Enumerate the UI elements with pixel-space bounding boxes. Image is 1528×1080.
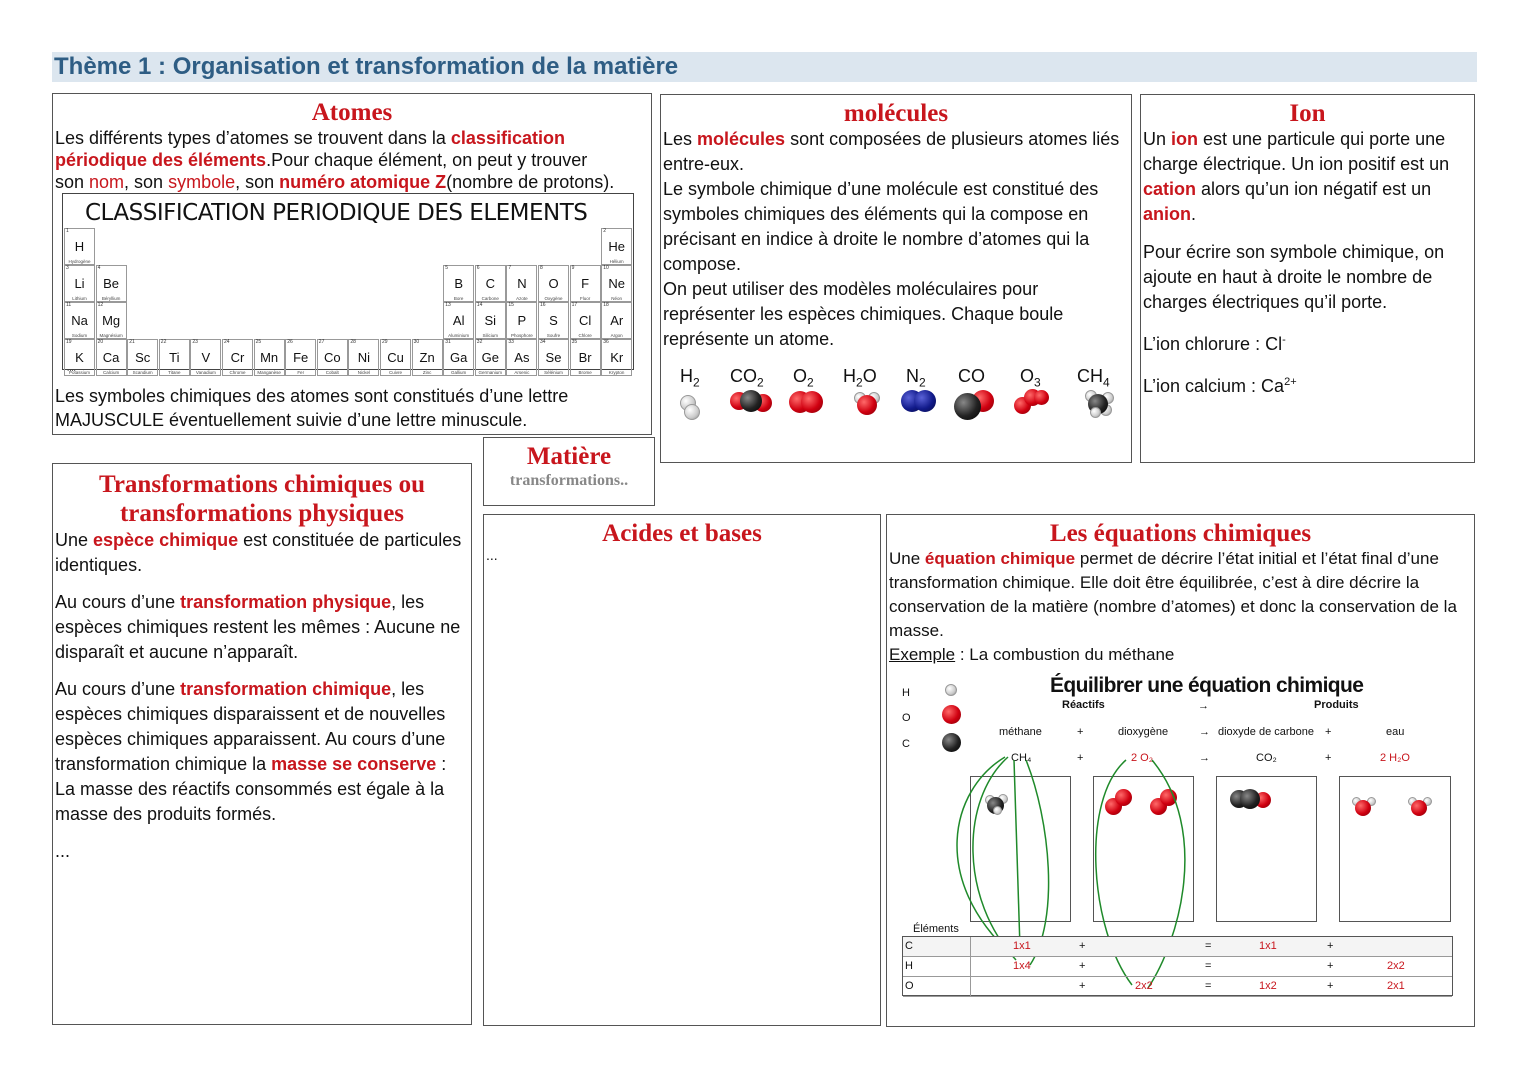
eq-name-0: méthane	[999, 726, 1042, 738]
highlight: classification	[450, 128, 565, 148]
text-span: , les espèces chimiques restent les mêmes : Aucune ne disparaît et aucune n’apparaît.	[55, 592, 461, 662]
text-span: Les	[663, 129, 698, 149]
formula-6: $O_3$	[1020, 366, 1041, 390]
text-span: Un	[1143, 129, 1172, 149]
highlight: anion	[1143, 204, 1191, 224]
highlight: numéro atomique Z	[279, 172, 447, 192]
table-cell-c1: 1x4	[1013, 960, 1031, 972]
element-fe: 26 Fe Fer	[285, 339, 316, 376]
text-span: , son	[124, 172, 169, 192]
eq-formula-0: CH₄	[1011, 752, 1032, 764]
element-kr: 36 Kr Krypton	[601, 339, 632, 376]
formula-4: $N_2$	[906, 366, 926, 390]
table-cell-p1: +	[1079, 940, 1086, 952]
highlight: symbole	[168, 172, 236, 192]
element-b: 5 B Bore	[443, 265, 474, 302]
element-be: 4 Be Béryllium	[96, 265, 127, 302]
reaction-arrow: →	[1198, 700, 1209, 712]
text-span: sont composées de plusieurs atomes liés entre-eux.	[663, 129, 1120, 174]
element-ar: 18 Ar Argon	[601, 302, 632, 339]
element-cl: 17 Cl Chlore	[570, 302, 601, 339]
highlight: molécules	[697, 129, 786, 149]
element-f: 9 F Fluor	[570, 265, 601, 302]
transformations-title: Transformations chimiques ou transformations physiques	[99, 471, 425, 527]
table-cell-el: O	[905, 980, 914, 992]
formula-1: $CO_2$	[730, 366, 764, 390]
highlight: périodique des éléments	[55, 150, 267, 170]
element-v: 23 V Vanadium	[190, 339, 221, 376]
text-span: Les différents types d’atomes se trouvent dans la	[55, 128, 451, 148]
table-cell-eq: =	[1205, 980, 1212, 992]
eq-formula-5: +	[1325, 752, 1332, 764]
element-s: 16 S Soufre	[538, 302, 569, 339]
table-cell-c4: 2x2	[1387, 960, 1405, 972]
diagram-title: Équilibrer une équation chimique	[1050, 674, 1364, 697]
highlight: ion	[1171, 129, 1199, 149]
table-cell-el: H	[905, 960, 913, 972]
eq-name-1: +	[1077, 726, 1084, 738]
table-cell-c1: 1x1	[1013, 940, 1031, 952]
table-row	[903, 957, 1452, 977]
element-br: 35 Br Brome	[570, 339, 601, 376]
formula-5: CO	[958, 366, 985, 386]
text-span: , les espèces chimiques disparaissent et de nouvelles espèces chimiques apparaissent. Au cours d’une transformation chimique la	[55, 679, 446, 774]
text-span: son	[55, 172, 90, 192]
periodic-table-title: CLASSIFICATION PERIODIQUE DES ELEMENTS	[85, 200, 588, 226]
text-span: Au cours d’une	[55, 679, 181, 699]
highlight: transformation physique	[180, 592, 392, 612]
element-si: 14 Si Silicium	[475, 302, 506, 339]
formula-0: $H_2$	[680, 366, 700, 390]
text-span: L’ion calcium : Ca	[1143, 376, 1285, 396]
table-cell-c3: 1x2	[1259, 980, 1277, 992]
eq-name-5: +	[1325, 726, 1332, 738]
element-al: 13 Al Aluminium	[443, 302, 474, 339]
periodic-table-ellipsis: ....	[67, 364, 76, 373]
text-span: .Pour chaque élément, on peut y trouver	[266, 150, 588, 170]
formula-2: $O_2$	[793, 366, 814, 390]
ion-paragraph-2: Pour écrire son symbole chimique, on ajoute en haut à droite le nombre de charges électriques qu’il porte.	[1143, 242, 1445, 312]
table-cell-c3: 1x1	[1259, 940, 1277, 952]
eq-formula-3: →	[1199, 752, 1210, 764]
table-cell-p1: +	[1079, 980, 1086, 992]
text-span: permet de décrire l’état initial et l’état final d’une transformation chimique. Elle doit être équilibrée, c’est à dire décrire la conservation de la matière (nombre d’atomes) et donc la conservation de la masse.	[889, 549, 1457, 640]
text-span: : La combustion du méthane	[955, 645, 1175, 664]
highlight: transformation chimique	[180, 679, 392, 699]
element-zn: 30 Zn Zinc	[412, 339, 443, 376]
text-span: Une	[55, 530, 94, 550]
table-row	[903, 977, 1452, 997]
element-cr: 24 Cr Chrome	[222, 339, 253, 376]
element-ne: 10 Ne Néon	[601, 265, 632, 302]
table-row	[903, 937, 1452, 957]
formula-7: $CH_4$	[1077, 366, 1110, 390]
acides-title: Acides et bases	[602, 520, 762, 547]
theme-title: Thème 1 : Organisation et transformation de la matière	[52, 52, 1477, 82]
eq-name-3: →	[1199, 726, 1210, 738]
text-span: , son	[235, 172, 280, 192]
table-cell-p2: +	[1327, 940, 1334, 952]
table-cell-el: C	[905, 940, 913, 952]
text-span: L’ion chlorure : Cl	[1143, 334, 1283, 354]
element-ni: 28 Ni Nickel	[348, 339, 379, 376]
element-co: 27 Co Cobalt	[317, 339, 348, 376]
highlight: espèce chimique	[93, 530, 239, 550]
eq-formula-4: CO₂	[1256, 752, 1277, 764]
text-span: est une particule qui porte une charge électrique. Un ion positif est un	[1143, 129, 1450, 174]
element-li: 3 Li Lithium	[64, 265, 95, 302]
element-ga: 31 Ga Gallium	[443, 339, 474, 376]
matiere-subtitle: transformations..	[509, 472, 629, 489]
element-ti: 22 Ti Titane	[159, 339, 190, 376]
element-p: 15 P Phosphore	[506, 302, 537, 339]
element-mn: 25 Mn Manganèse	[254, 339, 285, 376]
highlight: cation	[1143, 179, 1197, 199]
eq-name-6: eau	[1386, 726, 1405, 738]
element-sc: 21 Sc Scandium	[127, 339, 158, 376]
text-span: alors qu’un ion négatif est un	[1196, 179, 1432, 199]
element-k: 19 K Potassium	[64, 339, 95, 376]
table-cell-c2: 2x2	[1135, 980, 1153, 992]
eq-formula-1: +	[1077, 752, 1084, 764]
legend-c: C	[902, 738, 910, 750]
charge: -	[1282, 334, 1286, 346]
charge: 2+	[1284, 376, 1297, 388]
formula-3: $H_2O$	[843, 366, 877, 390]
molecules-paragraph-3: On peut utiliser des modèles moléculaires pour représenter les espèces chimiques. Chaque boule représente un atome.	[663, 279, 1064, 349]
text-span: (nombre de protons).	[446, 172, 615, 192]
elements-label: Éléments	[913, 923, 959, 935]
element-na: 11 Na Sodium	[64, 302, 95, 339]
transformations-ellipsis: ...	[55, 841, 71, 861]
ion-title: Ion	[1289, 100, 1326, 127]
text-span: : La masse des réactifs consommés est égale à la masse des produits formés.	[55, 754, 447, 824]
table-cell-p2: +	[1327, 960, 1334, 972]
eq-name-4: dioxyde de carbone	[1218, 726, 1315, 738]
table-cell-eq: =	[1205, 940, 1212, 952]
text-span: .	[1191, 204, 1197, 224]
equations-title: Les équations chimiques	[1049, 520, 1312, 547]
element-cu: 29 Cu Cuivre	[380, 339, 411, 376]
legend-o: O	[902, 712, 911, 724]
atomes-title: Atomes	[311, 99, 393, 126]
eq-formula-2: 2 O₂	[1131, 752, 1153, 764]
reactifs-label: Réactifs	[1062, 699, 1105, 711]
element-mg: 12 Mg Magnésium	[96, 302, 127, 339]
text-span: est constituée de particules identiques.	[55, 530, 462, 575]
atomes-symbol-rule: Les symboles chimiques des atomes sont constitués d’une lettre MAJUSCULE éventuellement suivie d’une lettre minuscule.	[55, 386, 569, 430]
element-count-table	[902, 936, 1453, 996]
element-h: 1 H Hydrogène	[64, 228, 95, 265]
element-o: 8 O Oxygène	[538, 265, 569, 302]
produits-label: Produits	[1314, 699, 1359, 711]
eq-formula-6: 2 H₂O	[1380, 752, 1410, 764]
table-cell-c4: 2x1	[1387, 980, 1405, 992]
table-cell-p1: +	[1079, 960, 1086, 972]
example-label: Exemple	[889, 645, 956, 664]
text-span: Au cours d’une	[55, 592, 181, 612]
matiere-title: Matière	[526, 443, 612, 470]
table-cell-eq: =	[1205, 960, 1212, 972]
text-span: Une	[889, 549, 925, 568]
element-he: 2 He Hélium	[601, 228, 632, 265]
eq-name-2: dioxygène	[1118, 726, 1169, 738]
element-ge: 32 Ge Germanium	[475, 339, 506, 376]
highlight: nom	[89, 172, 125, 192]
acides-ellipsis: ...	[486, 547, 498, 563]
legend-h: H	[902, 687, 910, 699]
table-cell-p2: +	[1327, 980, 1334, 992]
element-ca: 20 Ca Calcium	[96, 339, 127, 376]
molecules-title: molécules	[843, 100, 949, 127]
element-se: 34 Se Sélénium	[538, 339, 569, 376]
highlight: masse se conserve	[271, 754, 437, 774]
element-as: 33 As Arsenic	[506, 339, 537, 376]
highlight: équation chimique	[924, 549, 1076, 568]
element-n: 7 N Azote	[506, 265, 537, 302]
element-c: 6 C Carbone	[475, 265, 506, 302]
molecules-paragraph-2: Le symbole chimique d’une molécule est constitué des symboles chimiques des éléments qui la compose en précisant en indice à droite le nombre d’atomes qui la compose.	[663, 179, 1099, 274]
